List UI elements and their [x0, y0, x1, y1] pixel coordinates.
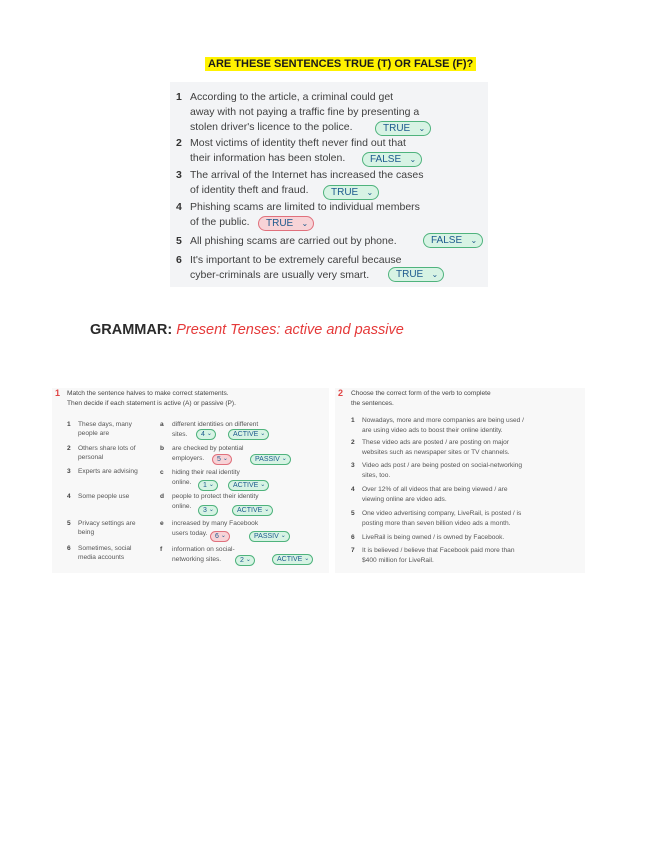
chevron-down-icon: ⌄ — [281, 456, 287, 462]
voice-select-a[interactable] — [228, 429, 269, 440]
tf-item-number: 6 — [176, 254, 182, 266]
right-letter: f — [160, 546, 163, 553]
item-num: 2 — [351, 439, 355, 446]
left-text: media accounts — [78, 554, 125, 561]
chevron-down-icon: ⌄ — [206, 431, 212, 437]
tf-item-text: It's important to be extremely careful because — [190, 254, 402, 266]
chevron-down-icon: ⌄ — [304, 556, 310, 562]
grammar-keyword: GRAMMAR: — [90, 322, 173, 338]
tf-item-text: Most victims of identity theft never find out that — [190, 137, 406, 149]
left-text: Privacy settings are — [78, 520, 136, 527]
left-text: personal — [78, 454, 104, 461]
answer-value: TRUE — [383, 123, 411, 134]
chevron-down-icon: ⌄ — [208, 507, 214, 513]
exercise-2 — [335, 388, 585, 573]
voice-select-e[interactable] — [249, 531, 290, 542]
left-num: 3 — [67, 468, 71, 475]
match-select-b[interactable] — [212, 454, 232, 465]
right-letter: a — [160, 421, 164, 428]
chevron-down-icon: ⌄ — [301, 219, 309, 228]
item-text: Over 12% of all videos that are being viewed / are — [362, 486, 508, 493]
left-text: Others share lots of — [78, 445, 136, 452]
item-text: One video advertising company, LiveRail, is posted / is — [362, 510, 522, 517]
exercise-instruction: Choose the correct form of the verb to complete — [351, 390, 491, 397]
tf-item-text: of identity theft and fraud. — [190, 184, 309, 196]
tf-item-number: 2 — [176, 137, 182, 149]
answer-select-2[interactable] — [362, 152, 422, 167]
tf-item-text: The arrival of the Internet has increased the cases — [190, 169, 424, 181]
item-text: Video ads post / are being posted on social-networking — [362, 462, 523, 469]
voice-value: PASSIV — [255, 456, 280, 463]
match-value: 1 — [203, 482, 207, 489]
exercise-instruction: Then decide if each statement is active (A) or passive (P). — [67, 400, 236, 407]
exercise-instruction: the sentences. — [351, 400, 394, 407]
left-text: people are — [78, 430, 110, 437]
item-text: These video ads are posted / are posting on major — [362, 439, 509, 446]
item-text: are using video ads to boost their online identity. — [362, 427, 503, 434]
answer-value: FALSE — [370, 154, 402, 165]
item-text: $400 million for LiveRail. — [362, 557, 434, 564]
item-num: 5 — [351, 510, 355, 517]
exercise-instruction: Match the sentence halves to make correct statements. — [67, 390, 229, 397]
true-false-panel — [170, 82, 488, 287]
right-text: increased by many Facebook — [172, 520, 259, 527]
right-text: online. — [172, 503, 192, 510]
chevron-down-icon: ⌄ — [409, 155, 417, 164]
voice-value: ACTIVE — [277, 556, 303, 563]
right-text: people to protect their identity — [172, 493, 259, 500]
voice-value: PASSIV — [254, 533, 279, 540]
tf-item-text: cyber-criminals are usually very smart. — [190, 269, 370, 281]
match-value: 4 — [201, 431, 205, 438]
chevron-down-icon: ⌄ — [418, 124, 426, 133]
item-num: 1 — [351, 417, 355, 424]
item-text: posting more than seven billion video ads a month. — [362, 520, 511, 527]
grammar-subtitle: Present Tenses: active and passive — [176, 322, 404, 338]
voice-select-d[interactable] — [232, 505, 273, 516]
item-num: 4 — [351, 486, 355, 493]
answer-value: TRUE — [331, 187, 359, 198]
right-text: users today. — [172, 530, 208, 537]
chevron-down-icon: ⌄ — [431, 270, 439, 279]
chevron-down-icon: ⌄ — [280, 533, 286, 539]
right-text: networking sites. — [172, 556, 222, 563]
answer-value: FALSE — [431, 235, 463, 246]
tf-item-text: their information has been stolen. — [190, 152, 346, 164]
left-num: 6 — [67, 545, 71, 552]
right-text: hiding their real identity — [172, 469, 240, 476]
match-select-c[interactable] — [198, 480, 218, 491]
match-value: 5 — [217, 456, 221, 463]
tf-item-text: Phishing scams are limited to individual members — [190, 201, 420, 213]
tf-item-number: 3 — [176, 169, 182, 181]
right-text: sites. — [172, 431, 188, 438]
right-letter: c — [160, 469, 164, 476]
right-text: employers. — [172, 455, 205, 462]
match-select-d[interactable] — [198, 505, 218, 516]
tf-item-number: 5 — [176, 235, 182, 247]
left-text: Experts are advising — [78, 468, 138, 475]
left-text: Sometimes, social — [78, 545, 132, 552]
right-text: information on social- — [172, 546, 235, 553]
item-text: websites such as newspaper sites or TV channels. — [362, 449, 510, 456]
right-letter: e — [160, 520, 164, 527]
exercise-number: 1 — [55, 388, 61, 398]
chevron-down-icon: ⌄ — [470, 236, 478, 245]
answer-select-5[interactable] — [423, 233, 483, 248]
item-text: viewing online are video ads. — [362, 496, 447, 503]
voice-value: ACTIVE — [233, 431, 259, 438]
item-text: sites, too. — [362, 472, 391, 479]
chevron-down-icon: ⌄ — [260, 482, 266, 488]
tf-item-number: 1 — [176, 91, 182, 103]
exercise-number: 2 — [338, 388, 344, 398]
left-text: being — [78, 529, 95, 536]
voice-value: ACTIVE — [233, 482, 259, 489]
answer-value: TRUE — [266, 218, 294, 229]
chevron-down-icon: ⌄ — [245, 557, 251, 563]
answer-select-6[interactable] — [388, 267, 444, 282]
answer-select-4[interactable] — [258, 216, 314, 231]
tf-item-text: away with not paying a traffic fine by presenting a — [190, 106, 420, 118]
right-text: different identities on different — [172, 421, 259, 428]
tf-item-number: 4 — [176, 201, 182, 213]
left-num: 2 — [67, 445, 71, 452]
chevron-down-icon: ⌄ — [208, 482, 214, 488]
tf-item-text: stolen driver's licence to the police. — [190, 121, 353, 133]
right-text: are checked by potential — [172, 445, 244, 452]
page-title: ARE THESE SENTENCES TRUE (T) OR FALSE (F)? — [205, 57, 476, 71]
match-select-a[interactable] — [196, 429, 216, 440]
item-num: 6 — [351, 534, 355, 541]
left-num: 5 — [67, 520, 71, 527]
grammar-heading — [90, 322, 404, 338]
match-select-f[interactable] — [235, 555, 255, 566]
answer-select-3[interactable] — [323, 185, 379, 200]
match-value: 3 — [203, 507, 207, 514]
answer-select-1[interactable] — [375, 121, 431, 136]
tf-item-text: According to the article, a criminal could get — [190, 91, 394, 103]
chevron-down-icon: ⌄ — [222, 456, 228, 462]
voice-select-c[interactable] — [228, 480, 269, 491]
item-num: 3 — [351, 462, 355, 469]
tf-item-text: of the public. — [190, 216, 250, 228]
tf-item-text: All phishing scams are carried out by phone. — [190, 235, 397, 247]
right-text: online. — [172, 479, 192, 486]
exercise-1 — [52, 388, 329, 573]
chevron-down-icon: ⌄ — [264, 507, 270, 513]
item-text: Nowadays, more and more companies are being used / — [362, 417, 525, 424]
answer-value: TRUE — [396, 269, 424, 280]
item-text: It is believed / believe that Facebook paid more than — [362, 547, 515, 554]
left-text: Some people use — [78, 493, 130, 500]
left-text: These days, many — [78, 421, 132, 428]
item-text: LiveRail is being owned / is owned by Facebook. — [362, 534, 505, 541]
match-value: 6 — [215, 533, 219, 540]
right-letter: b — [160, 445, 165, 452]
match-value: 2 — [240, 557, 244, 564]
voice-value: ACTIVE — [237, 507, 263, 514]
chevron-down-icon: ⌄ — [220, 533, 226, 539]
left-num: 1 — [67, 421, 71, 428]
right-letter: d — [160, 493, 165, 500]
match-select-e[interactable] — [210, 531, 230, 542]
voice-select-b[interactable] — [250, 454, 291, 465]
chevron-down-icon: ⌄ — [260, 431, 266, 437]
left-num: 4 — [67, 493, 71, 500]
item-num: 7 — [351, 547, 355, 554]
voice-select-f[interactable] — [272, 554, 313, 565]
chevron-down-icon: ⌄ — [366, 188, 374, 197]
